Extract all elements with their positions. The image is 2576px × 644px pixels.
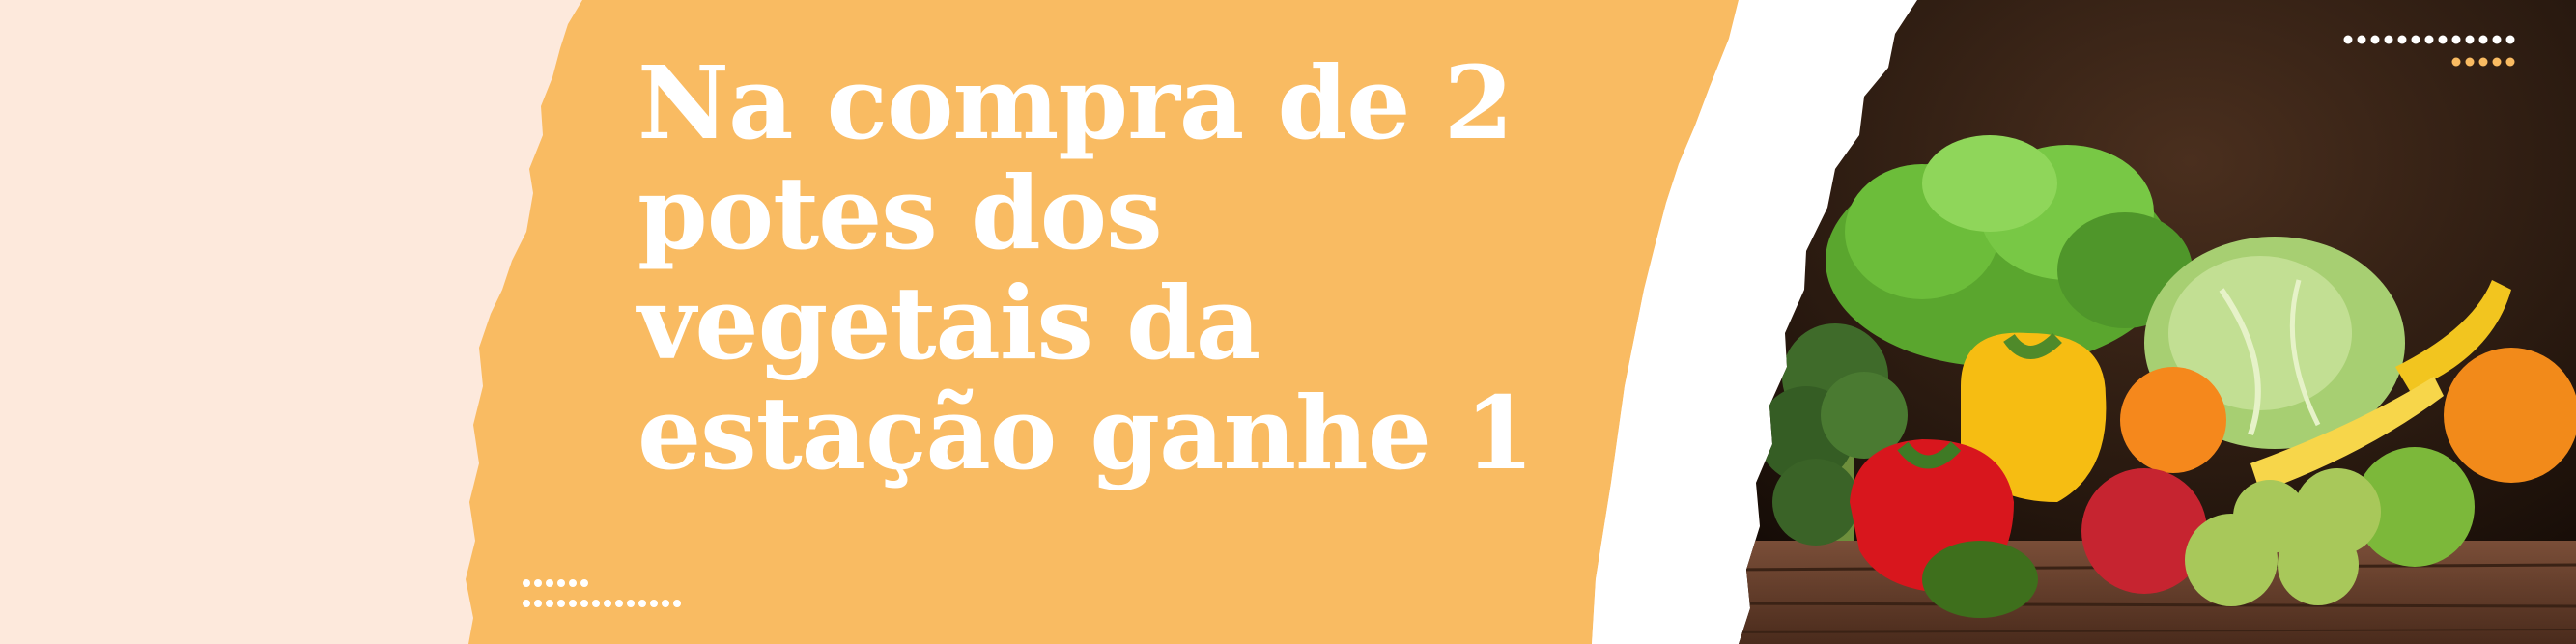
headline-line-4: estação ganhe 1 — [637, 374, 1534, 492]
tangerine-icon — [2120, 367, 2226, 473]
headline-line-1: Na compra de 2 — [637, 43, 1513, 162]
headline-line-2: potes dos — [637, 154, 1162, 272]
dots-decoration-top-right — [2342, 33, 2521, 71]
orange-icon — [2444, 348, 2576, 483]
promo-headline — [637, 43, 1623, 492]
headline-line-3: vegetais da — [637, 264, 1260, 382]
avocado-icon — [1922, 541, 2038, 618]
dots-decoration-bottom-left — [522, 577, 695, 612]
